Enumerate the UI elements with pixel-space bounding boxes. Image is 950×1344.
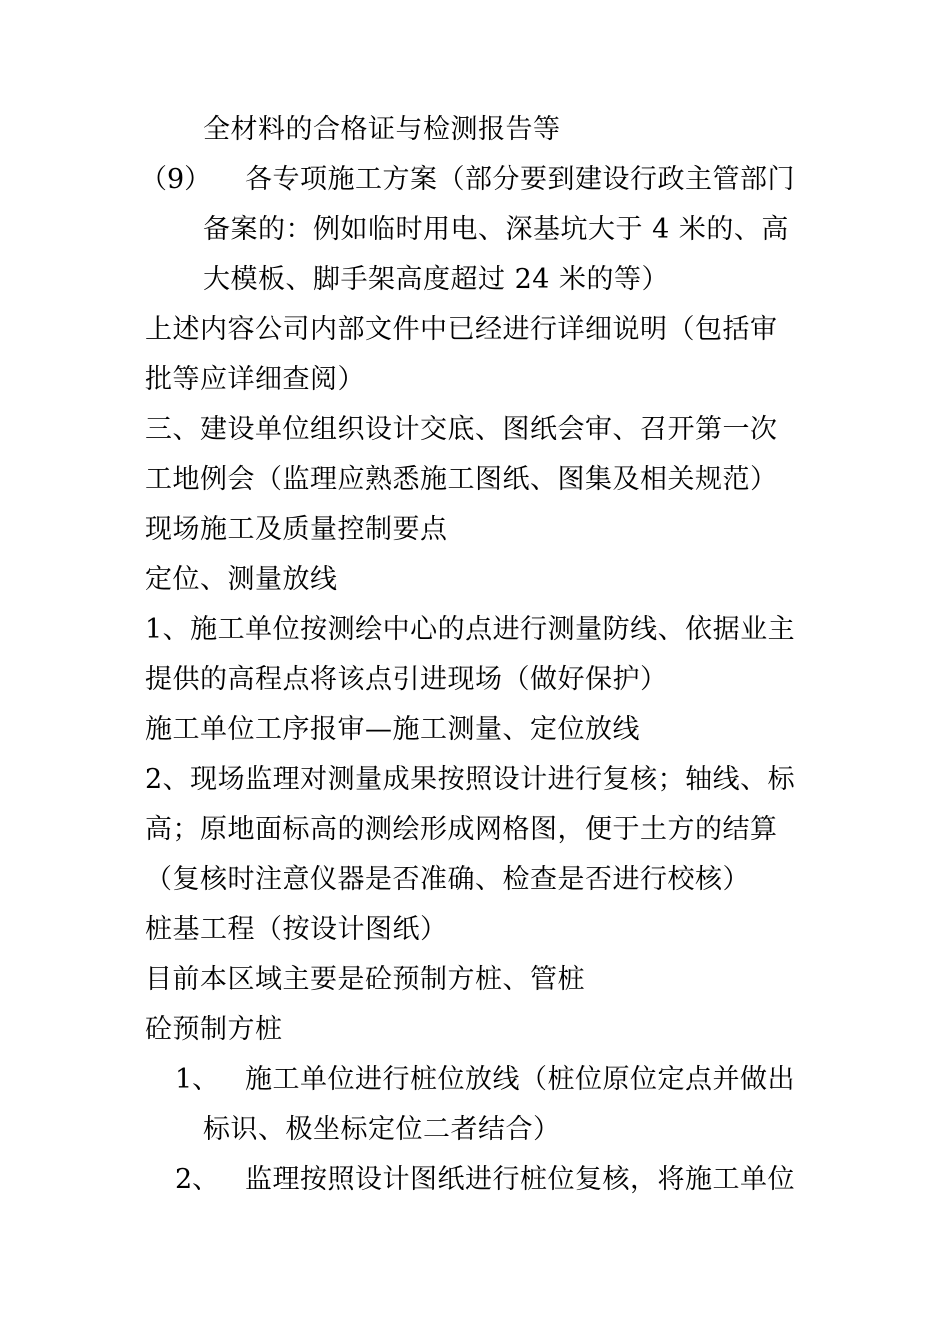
text-line: 标识、极坐标定位二者结合） [203, 1114, 561, 1145]
text-line: 目前本区域主要是砼预制方桩、管桩 [145, 964, 585, 995]
text-line: 1、施工单位按测绘中心的点进行测量防线、依据业主 [145, 614, 796, 645]
list-number: 1、 [175, 1064, 220, 1095]
section-heading: 现场施工及质量控制要点 [145, 514, 448, 545]
text-line: 三、建设单位组织设计交底、图纸会审、召开第一次 [145, 414, 778, 445]
text-line: 施工单位进行桩位放线（桩位原位定点并做出 [245, 1064, 795, 1095]
section-heading: 桩基工程（按设计图纸） [145, 914, 448, 945]
text-line: 监理按照设计图纸进行桩位复核，将施工单位 [245, 1164, 795, 1195]
list-number: 2、 [175, 1164, 220, 1195]
text-line: 备案的：例如临时用电、深基坑大于 4 米的、高 [203, 214, 789, 245]
section-heading: 砼预制方桩 [145, 1014, 283, 1045]
list-number: （9） [140, 164, 212, 195]
section-heading: 定位、测量放线 [145, 564, 338, 595]
text-line: 全材料的合格证与检测报告等 [203, 114, 561, 145]
text-line: 大模板、脚手架高度超过 24 米的等） [203, 264, 670, 295]
text-line: 上述内容公司内部文件中已经进行详细说明（包括审 [145, 314, 778, 345]
text-line: 2、现场监理对测量成果按照设计进行复核；轴线、标 [145, 764, 796, 795]
text-line: 高；原地面标高的测绘形成网格图，便于土方的结算 [145, 814, 778, 845]
text-line: 工地例会（监理应熟悉施工图纸、图集及相关规范） [145, 464, 778, 495]
text-line: 施工单位工序报审—施工测量、定位放线 [145, 714, 640, 745]
text-line: 批等应详细查阅） [145, 364, 365, 395]
text-line: 提供的高程点将该点引进现场（做好保护） [145, 664, 668, 695]
text-line: （复核时注意仪器是否准确、检查是否进行校核） [145, 864, 750, 895]
text-line: 各专项施工方案（部分要到建设行政主管部门 [245, 164, 795, 195]
